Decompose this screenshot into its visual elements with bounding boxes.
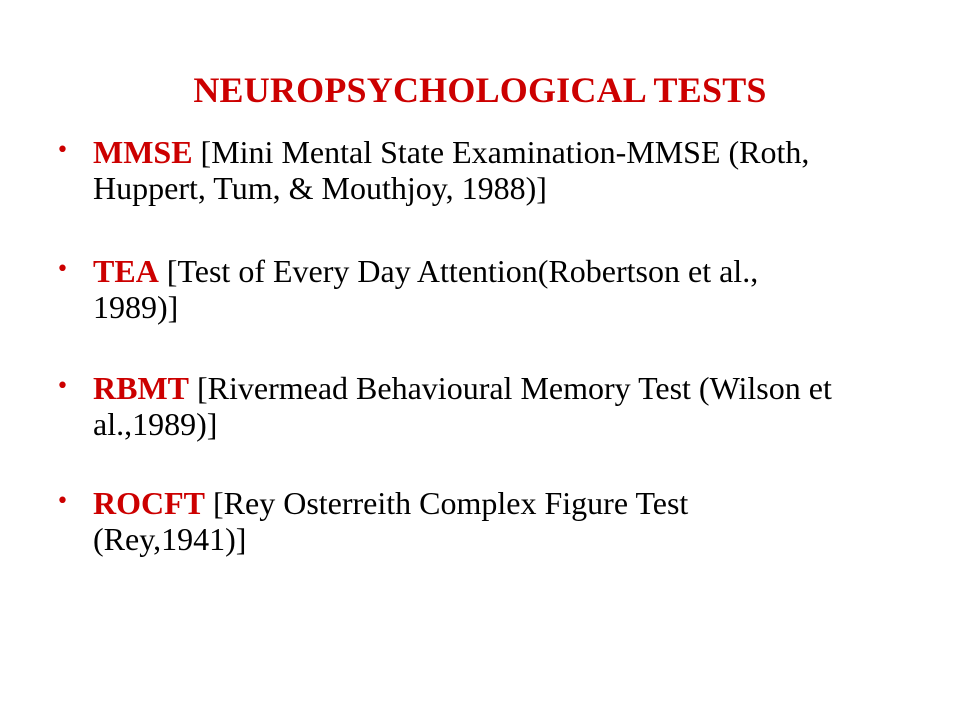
test-abbreviation: MMSE — [93, 134, 193, 170]
test-description-line2: (Rey,1941)] — [93, 521, 247, 557]
bullet-dot-icon: • — [56, 257, 69, 282]
test-description-line1: [Mini Mental State Examination-MMSE (Roth, — [192, 134, 810, 170]
test-description-line1: [Rivermead Behavioural Memory Test (Wilson et — [189, 370, 832, 406]
test-description-line1: [Rey Osterreith Complex Figure Test — [205, 485, 689, 521]
test-abbreviation: RBMT — [93, 370, 189, 406]
test-description-line2: 1989)] — [93, 289, 179, 325]
bullet-dot-icon: • — [56, 374, 69, 399]
bullet-text — [93, 253, 913, 325]
test-abbreviation: TEA — [93, 253, 159, 289]
slide-title: NEUROPSYCHOLOGICAL TESTS — [193, 70, 767, 110]
bullet-text — [93, 370, 913, 442]
bullet-text — [93, 134, 913, 206]
bullet-dot-icon: • — [56, 138, 69, 163]
bullet-dot-icon: • — [56, 489, 69, 514]
test-description-line2: Huppert, Tum, & Mouthjoy, 1988)] — [93, 170, 547, 206]
test-description-line1: [Test of Every Day Attention(Robertson et al., — [158, 253, 759, 289]
test-description-line2: al.,1989)] — [93, 406, 218, 442]
bullet-text — [93, 485, 913, 557]
test-abbreviation: ROCFT — [93, 485, 205, 521]
